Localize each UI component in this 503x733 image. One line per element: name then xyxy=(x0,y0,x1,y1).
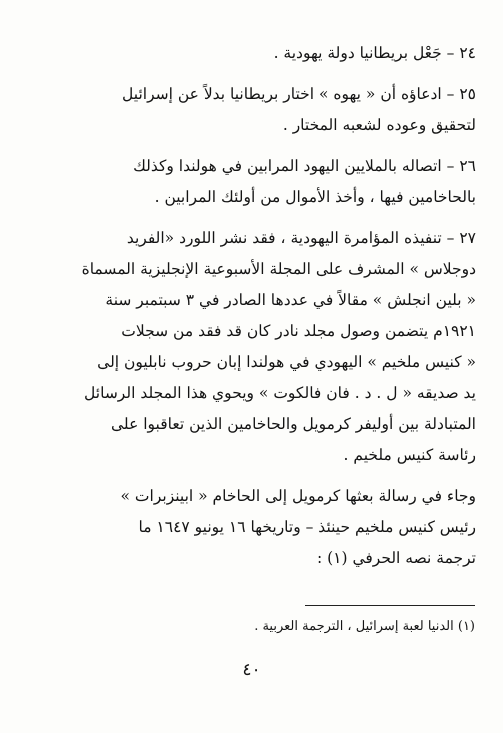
paragraph-letter-intro xyxy=(28,481,476,574)
footnote: (١) الدنيا لعبة إسرائيل ، الترجمة العربية . xyxy=(254,619,475,634)
paragraph-item-25 xyxy=(28,79,476,141)
text-line: « بلين انجلش » مقالاً في عددها الصادر في ٣ سبتمبر سنة xyxy=(105,291,476,309)
footnote-divider xyxy=(305,605,475,606)
text-line: لتحقيق وعوده لشعبه المختار . xyxy=(282,116,476,134)
paragraph-item-24 xyxy=(28,38,476,69)
text-line: ترجمة نصه الحرفي (١) : xyxy=(316,549,476,567)
text-line: رئاسة كنيس ملخيم . xyxy=(343,446,476,464)
text-line: ٢٤ – جَعْل بريطانيا دولة يهودية . xyxy=(273,44,476,62)
paragraph-item-27 xyxy=(28,223,476,471)
text-line: وجاء في رسالة بعثها كرمويل إلى الحاخام « ابينزبرات » xyxy=(120,487,476,505)
text-line: ٢٥ – ادعاؤه أن « يهوه » اختار بريطانيا بدلاً عن إسرائيل xyxy=(122,85,476,103)
body-text xyxy=(28,38,476,574)
text-line: المتبادلة بين أوليفر كرمويل والحاخامين الذين تعاقبوا على xyxy=(111,415,476,433)
text-line: يد صديقه « ل . د . فان فالكوت » ويحوي هذا المجلد الرسائل xyxy=(84,384,476,402)
text-line: ١٩٢١م يتضمن وصول مجلد نادر كان قد فقد من سجلات xyxy=(121,322,476,340)
text-line: بالحاخامين فيها ، وأخذ الأموال من أولئك المرابين . xyxy=(154,188,476,206)
text-line: « كنيس ملخيم » اليهودي في هولندا إبان حروب نابليون إلى xyxy=(97,353,476,371)
paragraph-item-26 xyxy=(28,151,476,213)
text-line: ٢٧ – تنفيذه المؤامرة اليهودية ، فقد نشر اللورد «الفريد xyxy=(126,229,476,247)
text-line: دوجلاس » المشرف على المجلة الأسبوعية الإنجليزية المسماة xyxy=(81,260,476,278)
text-line: ٢٦ – اتصاله بالملايين اليهود المرابين في هولندا وكذلك xyxy=(133,157,476,175)
text-line: رئيس كنيس ملخيم حينئذ – وتاريخها ١٦ يونيو ١٦٤٧ ما xyxy=(138,518,476,536)
page-number: ٤٠ xyxy=(242,660,261,680)
